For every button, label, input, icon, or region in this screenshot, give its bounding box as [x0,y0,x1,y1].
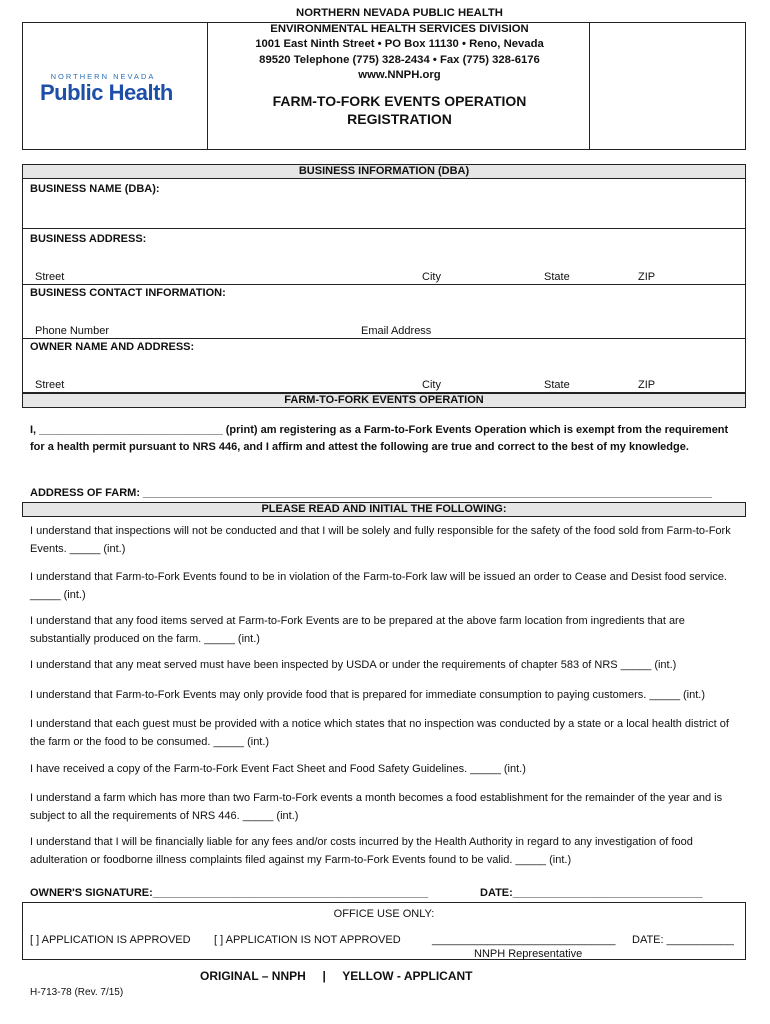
approved-checkbox[interactable]: [ ] APPLICATION IS APPROVED [30,934,191,946]
initial-item[interactable]: I understand that any meat served must have been inspected by USDA or under the requirements of chapter 583 of NRS _____ (int.) [30,659,677,671]
street-label: Street [35,271,65,283]
initial-item[interactable]: I understand that Farm-to-Fork Events found to be in violation of the Farm-to-Fork law will be issued an order to Cease and Desist food service. _____ (int.) [30,571,727,601]
initial-item[interactable]: I understand that I will be financially liable for any fees and/or costs incurred by the Health Authority in regard to any investigation of food adulteration or foodborne illness complaints filed against my Farm-to-Fork Events found to be valid. _____ (int.) [30,836,693,866]
business-address-label: BUSINESS ADDRESS: [30,233,147,245]
zip-label: ZIP [638,271,656,283]
operation-section-header: FARM-TO-FORK EVENTS OPERATION [22,393,746,408]
agency-phone: 89520 Telephone (775) 328-2434 • Fax (775) 328-6176 [259,53,540,66]
office-date-field[interactable]: DATE: ___________ [632,934,734,946]
city-label: City [422,271,441,283]
signature-date-field[interactable]: DATE:_______________________________ [480,887,703,899]
business-section-header: BUSINESS INFORMATION (DBA) [22,164,746,179]
farm-address-field[interactable]: ADDRESS OF FARM: _____________________________________________________________________________________________ [30,487,712,499]
not-approved-checkbox[interactable]: [ ] APPLICATION IS NOT APPROVED [214,934,401,946]
business-address-field[interactable] [30,246,738,268]
agency-address: 1001 East Ninth Street • PO Box 11130 • Reno, Nevada [255,38,544,50]
representative-line[interactable]: ______________________________ [432,934,616,946]
office-use-title: OFFICE USE ONLY: [333,908,435,920]
initial-item[interactable]: I have received a copy of the Farm-to-Fork Event Fact Sheet and Food Safety Guidelines. _____ (int.) [30,763,526,775]
email-label: Email Address [361,325,432,337]
agency-logo: Public Health [40,80,173,105]
initial-item[interactable]: I understand a farm which has more than two Farm-to-Fork events a month becomes a food establishment for the remainder of the year and is subject to all the requirements of NRS 446. _____ (int.) [30,792,723,822]
state-label: State [544,271,570,283]
owner-city-label: City [422,379,441,391]
contact-label: BUSINESS CONTACT INFORMATION: [30,287,226,299]
form-title-line1: FARM-TO-FORK EVENTS OPERATION [272,93,527,109]
representative-label: NNPH Representative [474,948,583,960]
divider [22,228,746,229]
form-number: H-713-78 (Rev. 7/15) [30,987,124,998]
logo-subtitle: NORTHERN NEVADA [50,72,156,81]
business-name-field[interactable] [30,196,738,226]
owner-label: OWNER NAME AND ADDRESS: [30,341,195,353]
agency-website: www.NNPH.org [358,69,441,81]
phone-label: Phone Number [35,325,109,337]
owner-zip-label: ZIP [638,379,656,391]
agency-name: NORTHERN NEVADA PUBLIC HEALTH [296,7,503,19]
copy-distribution: ORIGINAL – NNPH | YELLOW - APPLICANT [200,969,473,983]
business-name-label: BUSINESS NAME (DBA): [30,183,160,195]
owner-state-label: State [544,379,570,391]
agency-division: ENVIRONMENTAL HEALTH SERVICES DIVISION [270,22,529,35]
agency-info [184,6,615,84]
initials-section-header: PLEASE READ AND INITIAL THE FOLLOWING: [22,502,746,517]
owner-street-label: Street [35,379,65,391]
initial-item[interactable]: I understand that Farm-to-Fork Events may only provide food that is prepared for immediate consumption to paying customers. _____ (int.) [30,689,705,701]
form-title-line2: REGISTRATION [347,111,452,127]
operation-statement: I, ______________________________ (print) am registering as a Farm-to-Fork Events Operation which is exempt from the requirement for a health permit pursuant to NRS 446, and I affirm and attest the following are true and correct to the best of my knowledge. [30,424,729,453]
owner-signature-field[interactable]: OWNER'S SIGNATURE:_____________________________________________ [30,887,429,899]
initial-item[interactable]: I understand that each guest must be provided with a notice which states that no inspection was conducted by a state or a local health district of the farm or the food to be consumed. _____ (int.) [30,718,729,748]
initial-item[interactable]: I understand that inspections will not be conducted and that I will be solely and fully responsible for the safety of the food sold from Farm-to-Fork Events. _____ (int.) [30,525,731,555]
divider [22,284,746,285]
contact-field[interactable] [30,300,738,322]
divider [22,338,746,339]
owner-field[interactable] [30,354,738,376]
form-title [184,92,615,128]
initial-item[interactable]: I understand that any food items served at Farm-to-Fork Events are to be prepared at the above farm location from ingredients that are substantially produced on the farm. _____ (int.) [30,615,685,645]
